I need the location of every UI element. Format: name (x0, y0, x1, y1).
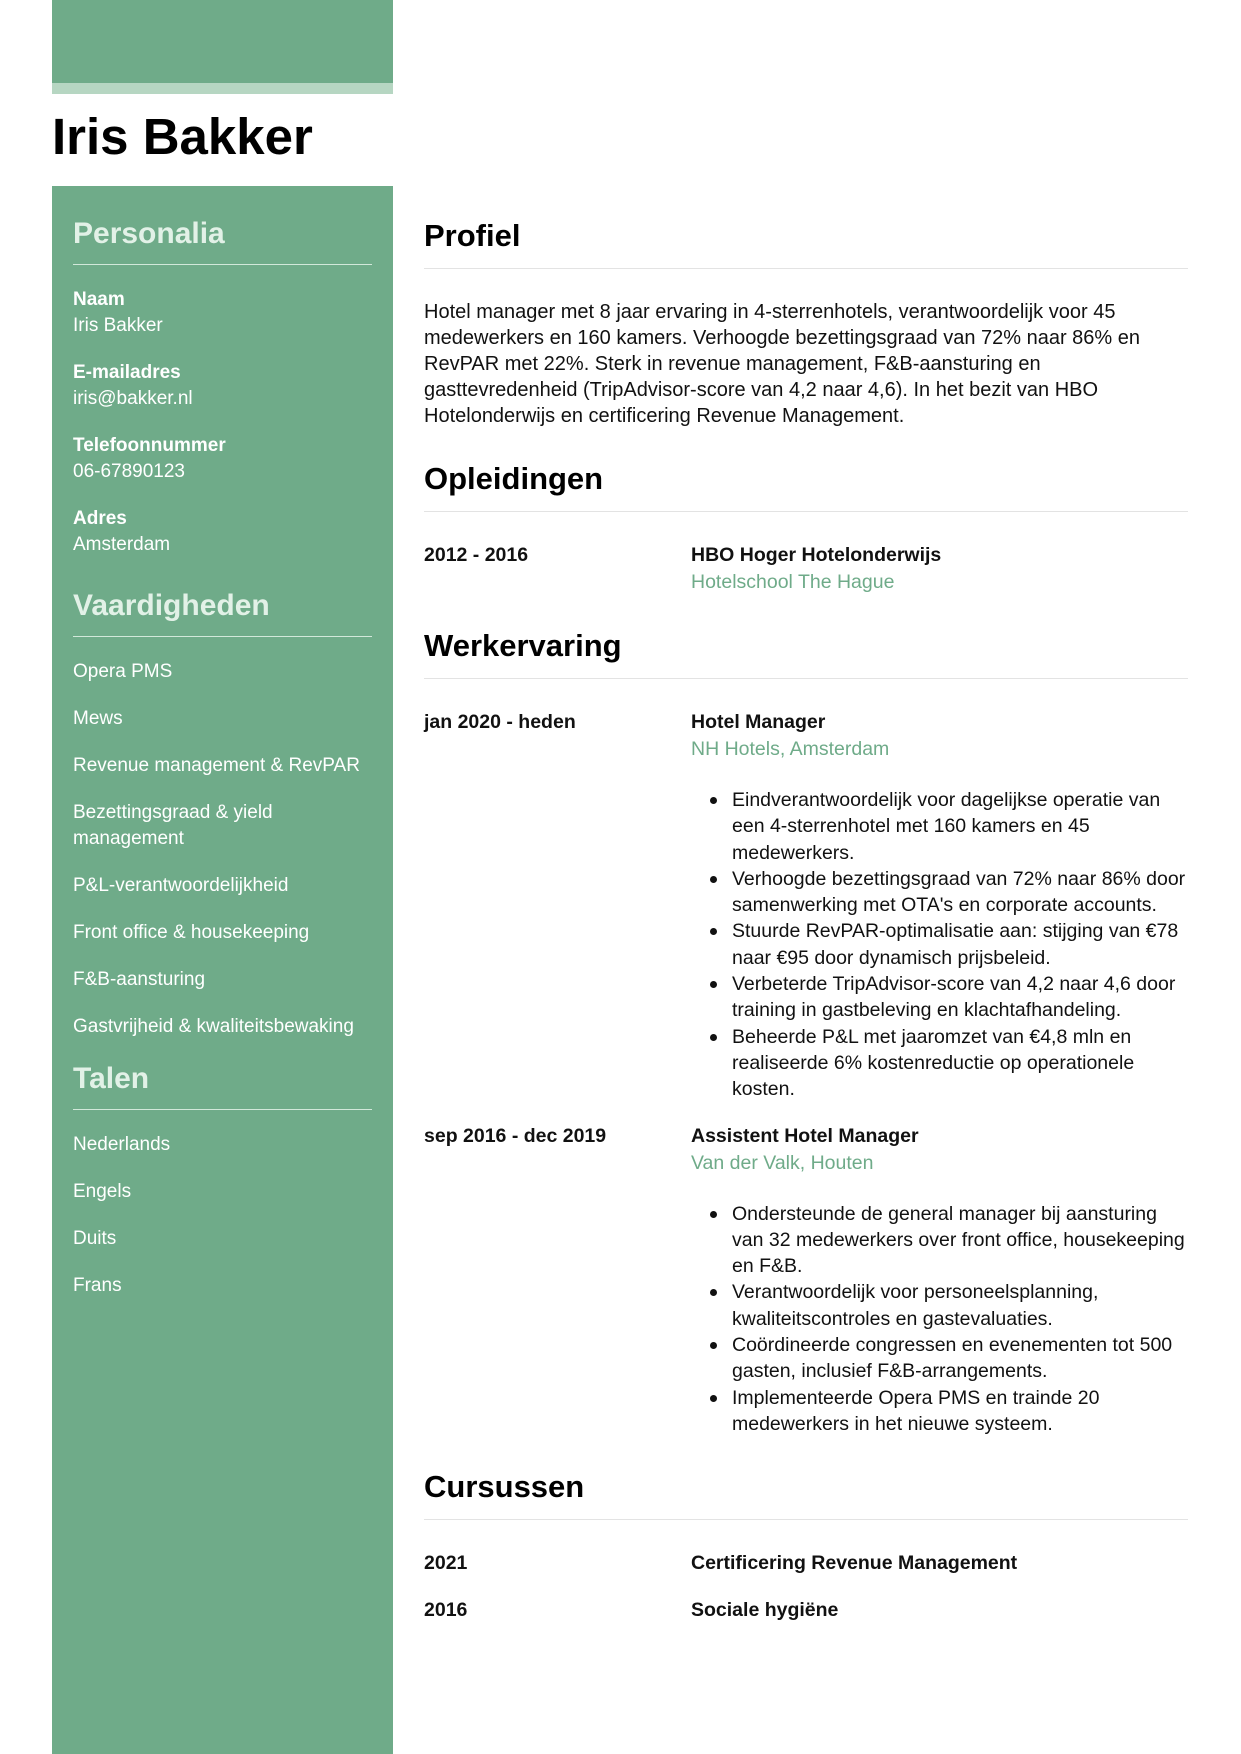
detail-label: Adres (73, 508, 127, 529)
bullet-list (691, 787, 1188, 1103)
email-link[interactable]: iris@bakker.nl (73, 388, 193, 409)
sidebar-header-stripe (52, 83, 393, 94)
candidate-name: Iris Bakker (52, 108, 313, 165)
profile-heading: Profiel (424, 186, 1188, 269)
bullet-item: Stuurde RevPAR-optimalisatie aan: stijging van €78 naar €95 door dynamisch prijsbeleid. (732, 918, 1188, 971)
profile-text: Hotel manager met 8 jaar ervaring in 4-sterrenhotels, verantwoordelijk voor 45 medewerkers en 160 kamers. Verhoogde bezettingsgraad van 72% naar 86% en RevPAR met 22%. Sterk in revenue management, F&B-aansturing en gasttevredenheid (TripAdvisor-score van 4,2 naar 4,6). In het bezit van HBO Hotelonderwijs en certificering Revenue Management. (424, 301, 1141, 427)
language-item: Duits (73, 1228, 117, 1249)
experience-heading: Werkervaring (424, 596, 1188, 679)
entry-body (691, 1123, 1188, 1438)
sidebar-header-block (52, 0, 393, 83)
course-entry (424, 1550, 1188, 1577)
detail-value: 06-67890123 (73, 461, 185, 482)
detail-name (73, 287, 372, 339)
personalia-heading: Personalia (73, 216, 372, 265)
skill-item: Opera PMS (73, 661, 173, 682)
entry-date: jan 2020 - heden (424, 711, 576, 733)
bullet-item: Coördineerde congressen en evenementen tot 500 gasten, inclusief F&B-arrangements. (732, 1332, 1188, 1385)
skills-list (73, 659, 372, 1040)
skill-item: Gastvrijheid & kwaliteitsbewaking (73, 1016, 354, 1037)
entry-title: Hotel Manager (691, 711, 826, 733)
courses-heading: Cursussen (424, 1437, 1188, 1520)
entry-title: Certificering Revenue Management (691, 1552, 1018, 1575)
detail-phone (73, 433, 372, 485)
entry-date: sep 2016 - dec 2019 (424, 1124, 607, 1147)
detail-label: E-mailadres (73, 362, 181, 383)
skills-section (73, 588, 372, 1040)
entry-body (691, 542, 1188, 596)
entry-date: 2016 (424, 1599, 468, 1622)
bullet-item: Ondersteunde de general manager bij aansturing van 32 medewerkers over front office, housekeeping en F&B. (732, 1201, 1188, 1280)
skill-item: Front office & housekeeping (73, 922, 310, 943)
skill-item: Revenue management & RevPAR (73, 755, 360, 776)
experience-section (424, 596, 1188, 1437)
entry-body (691, 709, 1188, 1103)
bullet-item: Verbeterde TripAdvisor-score van 4,2 naar 4,6 door training in gastbeleving en klachtafhandeling. (732, 971, 1188, 1024)
bullet-item: Implementeerde Opera PMS en trainde 20 medewerkers in het nieuwe systeem. (732, 1385, 1188, 1438)
skill-item: Bezettingsgraad & yield management (73, 802, 273, 849)
skills-heading: Vaardigheden (73, 588, 372, 637)
experience-entry (424, 1123, 1188, 1438)
entry-date: 2021 (424, 1552, 468, 1575)
bullet-item: Verantwoordelijk voor personeelsplanning, kwaliteitscontroles en gastevaluaties. (732, 1279, 1188, 1332)
language-item: Nederlands (73, 1134, 171, 1155)
entry-title: HBO Hoger Hotelonderwijs (691, 544, 942, 566)
experience-entry (424, 709, 1188, 1103)
entry-company: NH Hotels, Amsterdam (691, 738, 890, 760)
education-entry (424, 542, 1188, 596)
languages-section (73, 1061, 372, 1299)
education-section (424, 429, 1188, 596)
education-heading: Opleidingen (424, 429, 1188, 512)
courses-section (424, 1437, 1188, 1624)
skill-item: Mews (73, 708, 123, 729)
entry-title: Sociale hygiëne (691, 1599, 839, 1622)
entry-institution: Hotelschool The Hague (691, 571, 895, 593)
entry-title: Assistent Hotel Manager (691, 1124, 919, 1147)
bullet-item: Eindverantwoordelijk voor dagelijkse operatie van een 4-sterrenhotel met 160 kamers en 45 medewerkers. (732, 787, 1188, 866)
bullet-item: Verhoogde bezettingsgraad van 72% naar 86% door samenwerking met OTA's en corporate accounts. (732, 866, 1188, 919)
detail-value: Iris Bakker (73, 315, 163, 336)
bullet-item: Beheerde P&L met jaaromzet van €4,8 mln en realiseerde 6% kostenreductie op operationele kosten. (732, 1024, 1188, 1103)
entry-date: 2012 - 2016 (424, 544, 529, 566)
course-entry (424, 1597, 1188, 1624)
language-item: Engels (73, 1181, 132, 1202)
profile-section (424, 186, 1188, 429)
languages-list (73, 1132, 372, 1299)
detail-email (73, 360, 372, 412)
detail-address (73, 506, 372, 558)
skill-item: F&B-aansturing (73, 969, 206, 990)
detail-value: Amsterdam (73, 534, 171, 555)
detail-label: Naam (73, 289, 125, 310)
personalia-section (73, 216, 372, 558)
language-item: Frans (73, 1275, 122, 1296)
bullet-list (691, 1201, 1188, 1438)
personal-details-list (73, 287, 372, 558)
skill-item: P&L-verantwoordelijkheid (73, 875, 289, 896)
languages-heading: Talen (73, 1061, 372, 1110)
entry-company: Van der Valk, Houten (691, 1151, 874, 1174)
detail-label: Telefoonnummer (73, 435, 226, 456)
entry-body (691, 1597, 1188, 1624)
entry-body (691, 1550, 1188, 1577)
sidebar (52, 186, 393, 1754)
main-content (424, 186, 1188, 1624)
